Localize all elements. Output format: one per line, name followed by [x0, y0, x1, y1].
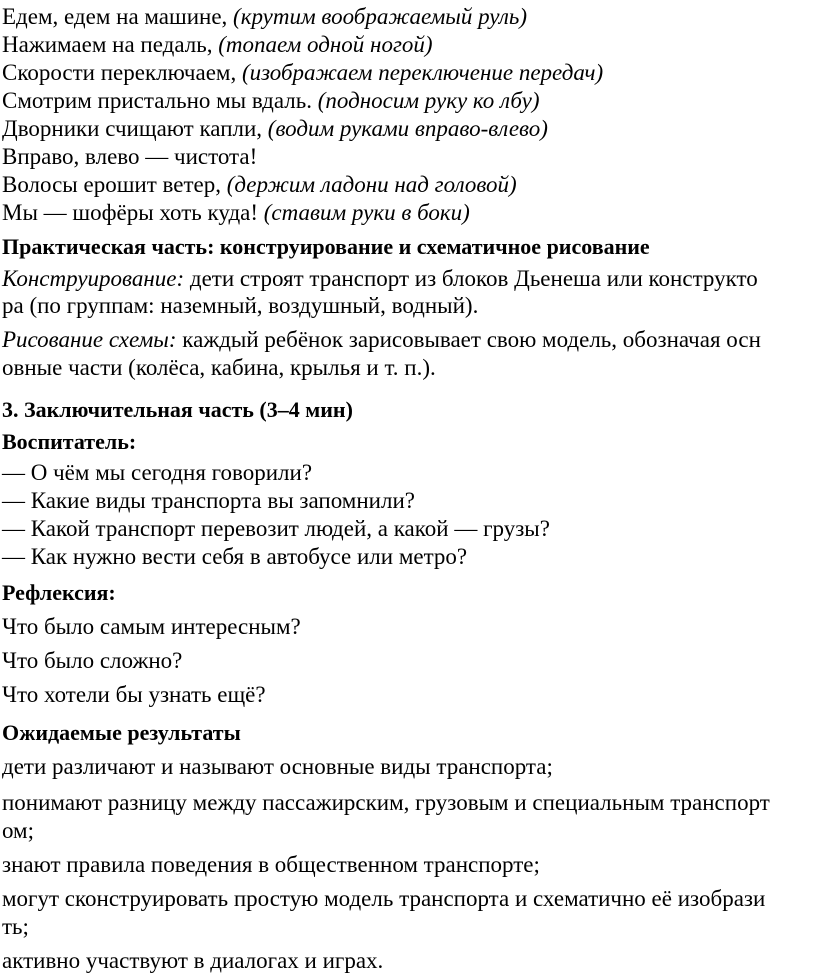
reflection-label: Рефлексия: — [2, 580, 116, 605]
poem-line: Вправо, влево — чистота! — [2, 144, 258, 169]
final-heading: 3. Заключительная часть (3–4 мин) — [2, 397, 353, 422]
result-item: понимают разницу между пассажирским, грузовым и специальным транспорт — [2, 790, 770, 815]
construct-label: Конструирование: — [2, 266, 185, 291]
result-item-cont: ть; — [2, 914, 29, 939]
result-item: знают правила поведения в общественном транспорте; — [2, 852, 540, 877]
construct-paragraph: Конструирование: дети строят транспорт из блоков Дьенеша или конструкто — [2, 266, 758, 291]
reflection-item: Что было самым интересным? — [2, 614, 301, 639]
poem-line: Волосы ерошит ветер, (держим ладони над головой) — [2, 172, 517, 197]
question-item: — Какой транспорт перевозит людей, а какой — грузы? — [2, 516, 550, 541]
question-item: — Как нужно вести себя в автобусе или метро? — [2, 544, 468, 569]
result-item: дети различают и называют основные виды транспорта; — [2, 754, 553, 779]
reflection-item: Что было сложно? — [2, 648, 183, 673]
construct-paragraph-cont: ра (по группам: наземный, воздушный, водный). — [2, 293, 479, 318]
question-item: — О чём мы сегодня говорили? — [2, 460, 313, 485]
result-item-cont: ом; — [2, 818, 35, 843]
reflection-item: Что хотели бы узнать ещё? — [2, 682, 266, 707]
poem-line: Дворники счищают капли, (водим руками вправо-влево) — [2, 116, 548, 141]
result-item: активно участвуют в диалогах и играх. — [2, 948, 384, 973]
poem-line: Мы — шофёры хоть куда! (ставим руки в боки) — [2, 200, 470, 225]
drawing-paragraph: Рисование схемы: каждый ребёнок зарисовывает свою модель, обозначая осн — [2, 327, 761, 352]
poem-line: Скорости переключаем, (изображаем переключение передач) — [2, 60, 604, 85]
poem-line: Смотрим пристально мы вдаль. (подносим руку ко лбу) — [2, 88, 540, 113]
poem-line: Едем, едем на машине, (крутим воображаемый руль) — [2, 4, 528, 29]
practical-heading: Практическая часть: конструирование и схематичное рисование — [2, 234, 650, 259]
drawing-paragraph-cont: овные части (колёса, кабина, крылья и т. п.). — [2, 355, 436, 380]
teacher-label: Воспитатель: — [2, 429, 137, 454]
drawing-label: Рисование схемы: — [2, 327, 177, 352]
result-item: могут сконструировать простую модель транспорта и схематично её изобрази — [2, 886, 766, 911]
poem-line: Нажимаем на педаль, (топаем одной ногой) — [2, 32, 433, 57]
results-heading: Ожидаемые результаты — [2, 720, 241, 745]
question-item: — Какие виды транспорта вы запомнили? — [2, 488, 415, 513]
